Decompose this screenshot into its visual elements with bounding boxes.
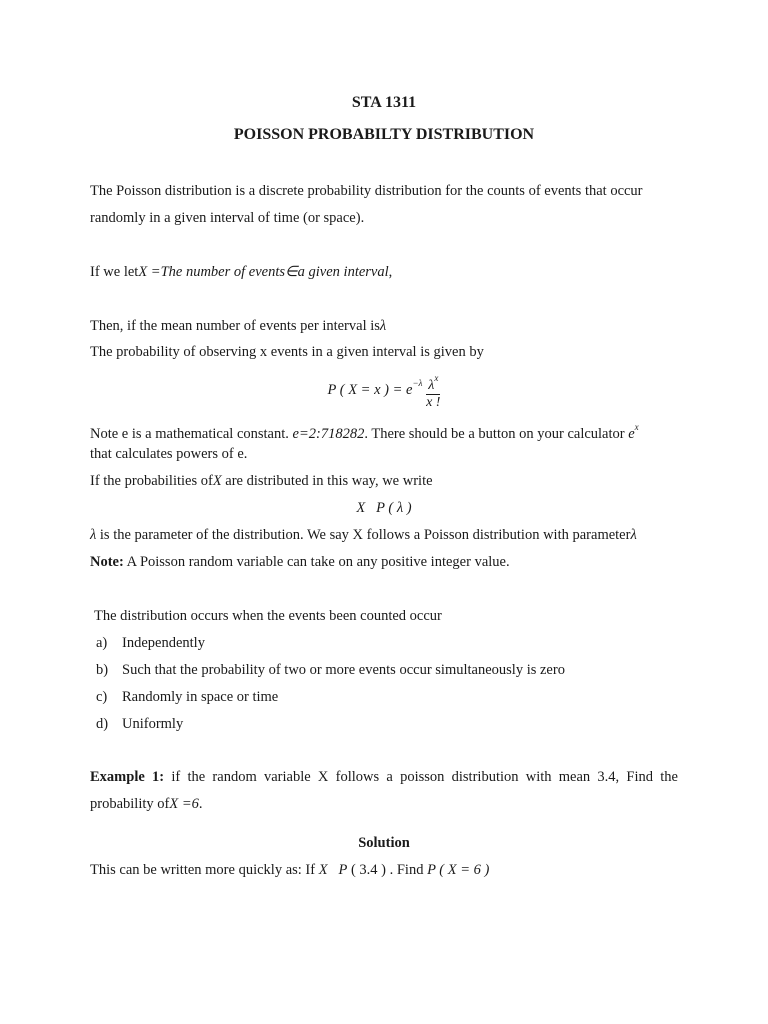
solution-heading: Solution [358,835,410,851]
solution-text: This can be written more quickly as: If [90,862,319,878]
parameter-symbol: λ [90,527,97,543]
note-e-line [90,417,639,444]
example-line-1 [90,767,678,787]
solution-math-1: X P [318,862,348,878]
calc-e: e [628,426,635,442]
note-text: A Poisson random variable can take on any positive integer value. [123,554,510,570]
definition-suffix: , [388,264,393,280]
lambda-symbol: λ [379,318,387,334]
condition-item: b) Such that the probability of two or more events occur simultaneously is zero [96,662,565,678]
page-title: POISSON PROBABILTY DISTRIBUTION [233,126,535,143]
definition-math: X =The number of events∈a given interval [138,264,389,280]
e-constant: e=2:718282 [292,426,365,442]
example-prefix: probability of [90,796,170,812]
distributed-line [90,471,433,491]
probability-line: The probability of observing x events in a given interval is given by [90,344,484,360]
mean-line [90,316,386,336]
formula-exponent: −λ [412,377,423,388]
note-line [90,552,510,572]
course-code: STA 1311 [351,94,417,111]
example-label: Example 1: [90,769,165,785]
note-e-text-2: . There should be a button on your calculator [364,426,629,442]
conditions-intro: The distribution occurs when the events been counted occur [94,608,442,624]
parameter-symbol-2: λ [630,527,637,543]
calc-e-exponent: x [634,422,639,432]
definition-line [90,262,392,282]
poisson-notation: X P ( λ ) [356,500,412,516]
poisson-formula [0,370,768,411]
solution-text-2: . Find [389,862,428,878]
distributed-var: X [212,473,222,489]
formula-numerator: $\lambda^x$ [426,370,440,395]
formula-denominator: x ! [426,395,441,410]
parameter-line [90,525,637,545]
example-line-2 [90,794,203,814]
distributed-prefix: If the probabilities of [90,473,213,489]
note-e-text: Note e is a mathematical constant. [90,426,293,442]
intro-line-2: randomly in a given interval of time (or space). [90,210,365,226]
example-math: X =6 [169,796,199,812]
intro-line-1: The Poisson distribution is a discrete probability distribution for the counts of events that occur [90,183,643,199]
solution-line [90,860,489,880]
condition-item: d) Uniformly [96,716,184,732]
solution-math-2: P ( X = 6 ) [427,862,490,878]
note-label: Note: [90,554,124,570]
example-suffix: . [198,796,203,812]
condition-item: a) Independently [96,635,205,651]
parameter-text: is the parameter of the distribution. We say X follows a Poisson distribution with parameter [96,527,631,543]
example-text: if the random variable X follows a poisson distribution with mean 3.4, Find the [164,769,678,785]
mean-text: Then, if the mean number of events per interval is [90,318,380,334]
solution-math-1b: ( 3.4 ) [347,862,390,878]
condition-item: c) Randomly in space or time [96,689,279,705]
formula-fraction [426,370,440,411]
note-e-line-2: that calculates powers of e. [90,446,248,462]
distributed-suffix: are distributed in this way, we write [221,473,433,489]
formula-lhs: P ( X = x ) = e [327,381,413,398]
definition-prefix: If we let [90,264,139,280]
